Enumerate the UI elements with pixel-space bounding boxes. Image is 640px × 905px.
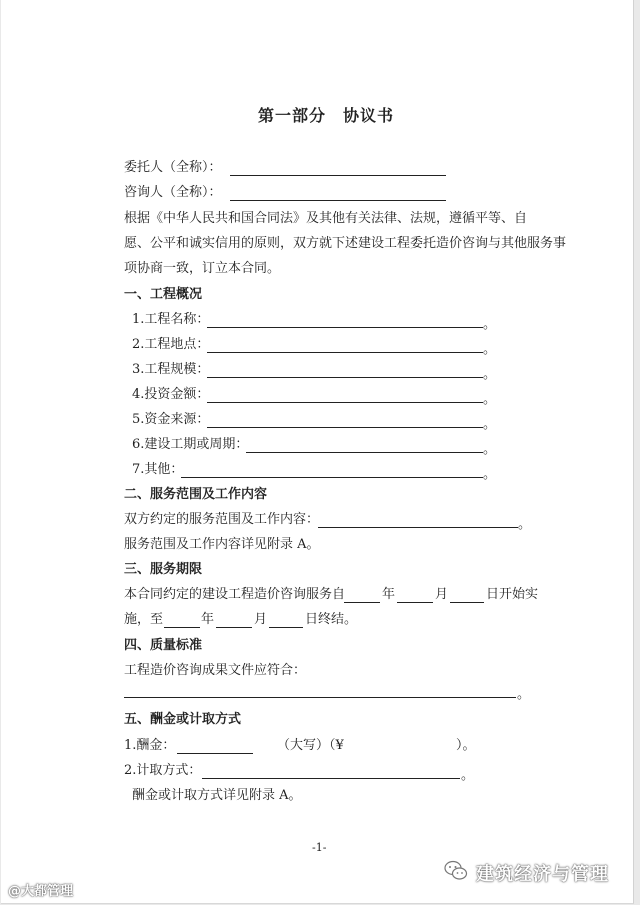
watermark-right: 建筑经济与管理 (476, 864, 609, 885)
project-location-label: 2.工程地点： (132, 337, 210, 352)
project-location-blank[interactable] (207, 352, 483, 353)
fee-label: 1.酬金： (124, 738, 176, 753)
period-mark: 。 (517, 687, 531, 702)
fee-uppercase-label: （大写）（¥ (277, 738, 344, 753)
intro-line-3: 项协商一致，订立本合同。 (124, 261, 281, 276)
start-year-blank[interactable] (344, 602, 380, 603)
end-day-blank[interactable] (269, 627, 303, 628)
section-3-heading: 三、服务期限 (124, 562, 203, 577)
month-label: 月 (254, 612, 268, 627)
investment-amount-label: 4.投资金额： (132, 387, 210, 402)
page-number: -1- (312, 841, 327, 854)
quality-standard-blank[interactable] (124, 697, 516, 698)
fund-source-label: 5.资金来源： (132, 412, 210, 427)
fee-blank[interactable] (177, 753, 253, 754)
watermark-left: @大都管理 (8, 884, 74, 899)
project-scale-blank[interactable] (207, 377, 483, 378)
period-mark: 。 (483, 467, 497, 482)
year-label: 年 (382, 587, 396, 602)
period-mark: 。 (483, 417, 497, 432)
investment-amount-blank[interactable] (207, 402, 483, 403)
service-term-line-2: 施，至 (124, 612, 164, 627)
document-page (1, 0, 634, 904)
end-month-blank[interactable] (216, 627, 252, 628)
consultant-name-blank[interactable] (230, 200, 446, 201)
construction-period-blank[interactable] (246, 452, 483, 453)
period-mark: 。 (483, 442, 497, 457)
consultant-label: 咨询人（全称）： (124, 185, 222, 200)
project-name-blank[interactable] (207, 327, 483, 328)
construction-period-label: 6.建设工期或周期： (132, 437, 249, 452)
other-blank[interactable] (181, 477, 483, 478)
fee-method-note: 酬金或计取方式详见附录 A。 (132, 788, 302, 803)
fee-method-blank[interactable] (202, 778, 460, 779)
other-label: 7.其他： (132, 462, 184, 477)
service-scope-blank[interactable] (318, 527, 518, 528)
year-label: 年 (201, 612, 215, 627)
fee-method-label: 2.计取方式： (124, 763, 202, 778)
quality-standard-label: 工程造价咨询成果文件应符合： (124, 663, 307, 678)
section-1-heading: 一、工程概况 (124, 287, 203, 302)
end-year-blank[interactable] (164, 627, 200, 628)
section-4-heading: 四、质量标准 (124, 638, 203, 653)
period-mark: 。 (518, 517, 532, 532)
day-start-label: 日开始实 (486, 587, 539, 602)
fund-source-blank[interactable] (207, 427, 483, 428)
project-scale-label: 3.工程规模： (132, 362, 210, 377)
period-mark: 。 (483, 342, 497, 357)
period-mark: 。 (483, 317, 497, 332)
month-label: 月 (435, 587, 449, 602)
start-day-blank[interactable] (450, 602, 484, 603)
period-mark: 。 (483, 392, 497, 407)
client-name-blank[interactable] (230, 175, 446, 176)
service-scope-label: 双方约定的服务范围及工作内容： (124, 512, 320, 527)
section-5-heading: 五、酬金或计取方式 (124, 712, 242, 727)
client-label: 委托人（全称）： (124, 160, 222, 175)
day-end-label: 日终结。 (305, 612, 358, 627)
service-term-line-1: 本合同约定的建设工程造价咨询服务自 (124, 587, 346, 602)
start-month-blank[interactable] (397, 602, 433, 603)
intro-line-2: 愿、公平和诚实信用的原则，双方就下述建设工程委托造价咨询与其他服务事 (124, 236, 567, 251)
page-title: 第一部分 协议书 (258, 106, 395, 125)
wechat-logo-icon (443, 858, 469, 884)
section-2-heading: 二、服务范围及工作内容 (124, 487, 268, 502)
service-scope-note: 服务范围及工作内容详见附录 A。 (124, 537, 320, 552)
fee-close-paren: ）。 (456, 738, 476, 753)
period-mark: 。 (461, 768, 475, 783)
intro-line-1: 根据《中华人民共和国合同法》及其他有关法律、法规，遵循平等、自 (124, 211, 528, 226)
period-mark: 。 (483, 367, 497, 382)
project-name-label: 1.工程名称： (132, 312, 210, 327)
